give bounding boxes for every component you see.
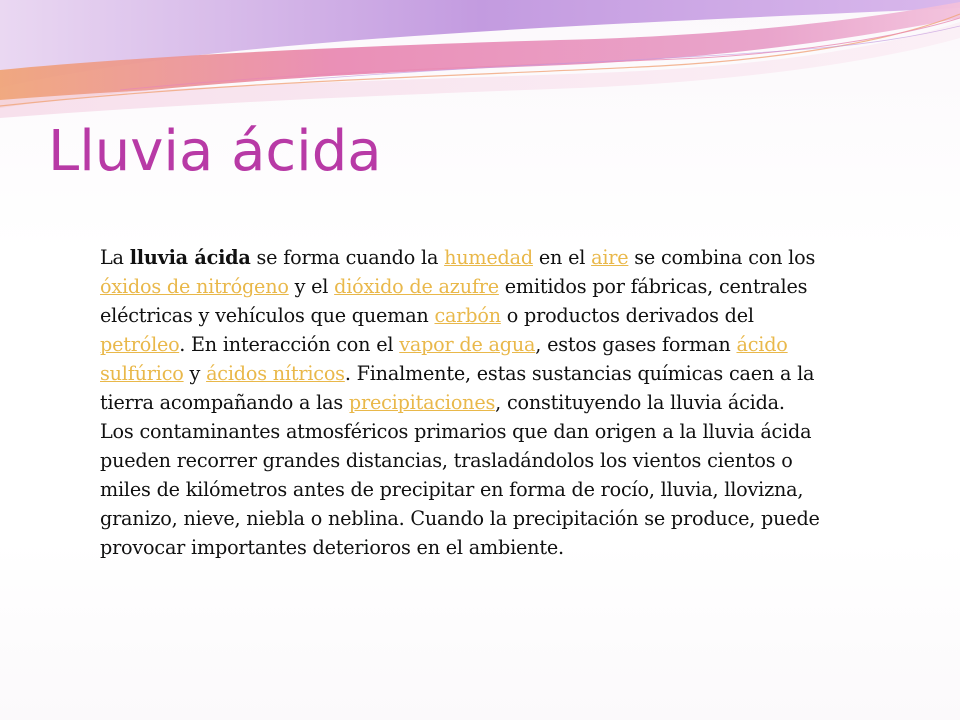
text-run: . Finalmente, estas sustancias químicas caen a la tierra acompañando a las	[100, 362, 815, 414]
text-run: o productos derivados del	[500, 304, 754, 327]
text-run: en el	[532, 246, 592, 269]
link-aire[interactable]: aire	[591, 246, 629, 269]
paragraph-2: Los contaminantes atmosféricos primarios que dan origen a la lluvia ácida pueden recorrer grandes distancias, trasladándolos los vientos cientos o miles de kilómetros antes de precipitar en forma de rocío, lluvia, llovizna, granizo, nieve, niebla o neblina. Cuando la precipitación se produce, puede provocar importantes deterioros en el ambiente.	[100, 420, 820, 559]
text-run: La	[100, 246, 130, 269]
link-precipitaciones[interactable]: precipitaciones	[348, 391, 496, 414]
text-run: y el	[288, 275, 335, 298]
link-vapor-de-agua[interactable]: vapor de agua	[399, 333, 536, 356]
body-text	[100, 243, 820, 562]
text-run: , constituyendo la lluvia ácida.	[495, 391, 785, 414]
link-oxidos-de-nitrogeno[interactable]: óxidos de nitrógeno	[100, 275, 289, 298]
text-run: se combina con los	[628, 246, 816, 269]
text-run: emitidos por fábricas, centrales eléctricas y vehículos que queman	[100, 275, 808, 327]
link-humedad[interactable]: humedad	[444, 246, 533, 269]
link-carbon[interactable]: carbón	[434, 304, 501, 327]
paragraph-1	[100, 243, 820, 417]
link-petroleo[interactable]: petróleo	[100, 333, 180, 356]
text-run: , estos gases forman	[535, 333, 737, 356]
text-run: . En interacción con el	[179, 333, 400, 356]
slide-title: Lluvia ácida	[48, 119, 382, 184]
link-dioxido-de-azufre[interactable]: dióxido de azufre	[334, 275, 499, 298]
link-acidos-nitricos[interactable]: ácidos nítricos	[206, 362, 345, 385]
text-run: y	[183, 362, 207, 385]
text-run: se forma cuando la	[250, 246, 445, 269]
bold-term: lluvia ácida	[129, 246, 251, 269]
link-acido-sulfurico[interactable]: ácido sulfúrico	[100, 333, 788, 385]
